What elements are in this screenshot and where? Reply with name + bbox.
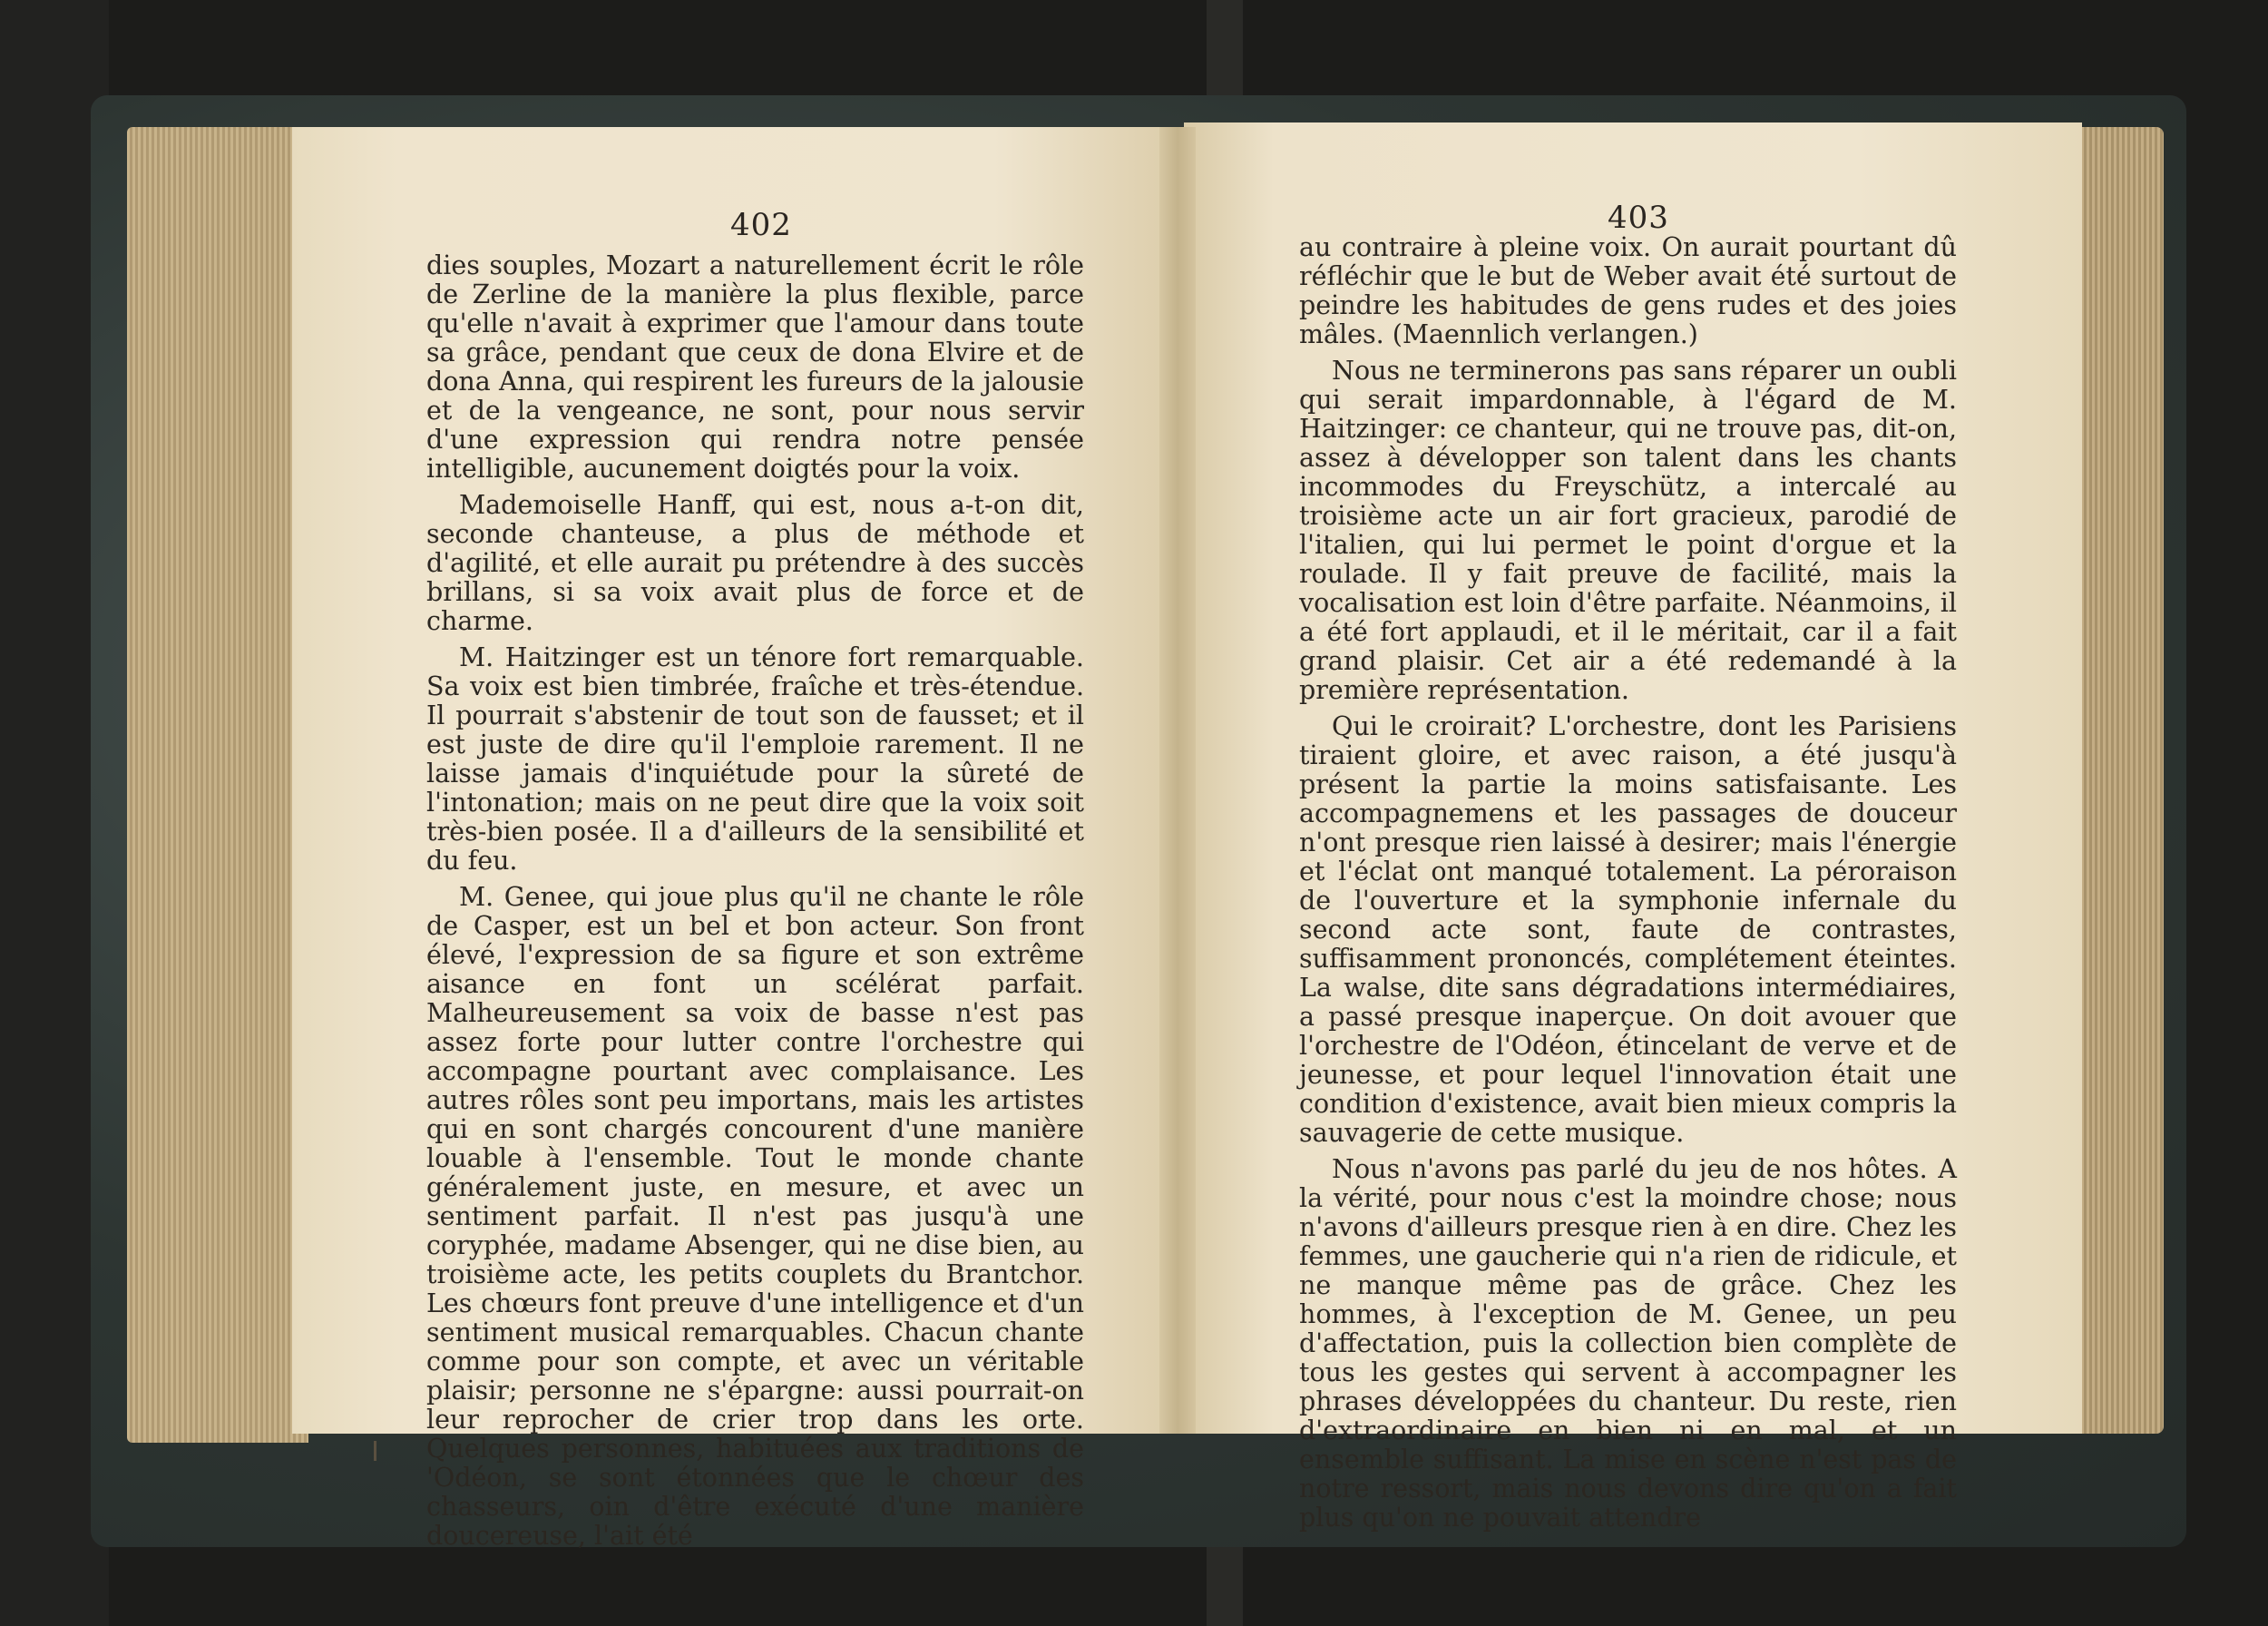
left-paragraph-4: M. Genee, qui joue plus qu'il ne chante le rôle de Casper, est un bel et bon acteur. Son front élevé, l'expression de sa figure et son extrême aisance en font un scélérat parfait. Malheureusement sa voix de basse n'est pas assez forte pour lutter contre l'orchestre qui accompagne pourtant avec complaisance. Les autres rôles sont peu importans, mais les artistes qui en sont chargés concourent d'une manière louable à l'ensemble. Tout le monde chante généralement juste, en mesure, et avec un sentiment parfait. Il n'est pas jusqu'à une coryphée, madame Absenger, qui ne dise bien, au troisième acte, les petits couplets du Brantchor. Les chœurs font preuve d'une intelligence et d'un sentiment musical remarquables. Chacun chante comme pour son compte, et avec un véritable plaisir; personne ne s'épargne: aussi pourrait-on leur reprocher de crier trop dans les orte. Quelques personnes, habituées aux traditions de 'Odéon, se sont étonnées que le chœur des chasseurs, oin d'être exécuté d'une manière doucereuse, l'ait été	[426, 882, 1084, 1551]
right-paragraph-1: au contraire à pleine voix. On aurait pourtant dû réfléchir que le but de Weber avait été surtout de peindre les habitudes de gens rudes et des joies mâles. (Maennlich verlangen.)	[1299, 232, 1957, 349]
left-paragraph-1: dies souples, Mozart a naturellement écrit le rôle de Zerline de la manière la plus flexible, parce qu'elle n'avait à exprimer que l'amour dans toute sa grâce, pendant que ceux de dona Elvire et de dona Anna, qui respirent les fureurs de la jalousie et de la vengeance, ne sont, pour nous servir d'une expression qui rendra notre pensée intelligible, aucunement doigtés pour la voix.	[426, 250, 1084, 484]
margin-mark	[374, 1441, 376, 1461]
left-page-number: 402	[730, 207, 792, 243]
left-page-text	[426, 251, 1084, 1558]
page-edges-left	[127, 127, 308, 1443]
right-paragraph-2: Nous ne terminerons pas sans réparer un oubli qui serait impardonnable, à l'égard de M. Haitzinger: ce chanteur, qui ne trouve pas, dit-on, assez à développer son talent dans les chants incommodes du Freyschütz, a intercalé au troisième acte un air fort gracieux, parodié de l'italien, qui lui permet le point d'orgue et la roulade. Il y fait preuve de facilité, mais la vocalisation est loin d'être parfaite. Néanmoins, il a été fort applaudi, et il le méritait, car il a fait grand plaisir. Cet air a été redemandé à la première représentation.	[1299, 356, 1957, 705]
right-page-number: 403	[1608, 200, 1669, 236]
left-paragraph-3: M. Haitzinger est un ténore fort remarquable. Sa voix est bien timbrée, fraîche et très-étendue. Il pourrait s'abstenir de tout son de fausset; et il est juste de dire qu'il l'emploie rarement. Il ne laisse jamais d'inquiétude pour la sûreté de l'intonation; mais on ne peut dire que la voix soit très-bien posée. Il a d'ailleurs de la sensibilité et du feu.	[426, 642, 1084, 876]
left-paragraph-2: Mademoiselle Hanff, qui est, nous a-t-on dit, seconde chanteuse, a plus de méthode et d'agilité, et elle aurait pu prétendre à des succès brillans, si sa voix avait plus de force et de charme.	[426, 490, 1084, 636]
book-gutter	[1159, 127, 1196, 1434]
right-paragraph-4: Nous n'avons pas parlé du jeu de nos hôtes. A la vérité, pour nous c'est la moindre chose; nous n'avons d'ailleurs presque rien à en dire. Chez les femmes, une gaucherie qui n'a rien de ridicule, et ne manque même pas de grâce. Chez les hommes, à l'exception de M. Genee, un peu d'affectation, puis la collection bien complète de tous les gestes qui servent à accompagner les phrases développées du chanteur. Du reste, rien d'extraordinaire en bien ni en mal, et un ensemble suffisant. La mise en scène n'est pas de notre ressort, mais nous devons dire qu'on a fait plus qu'on ne pouvait attendre	[1299, 1154, 1957, 1533]
right-page-text	[1299, 233, 1957, 1540]
right-paragraph-3: Qui le croirait? L'orchestre, dont les Parisiens tiraient gloire, et avec raison, a été jusqu'à présent la partie la moins satisfaisante. Les accompagnemens et les passages de douceur n'ont presque rien laissé à desirer; mais l'énergie et l'éclat ont manqué totalement. La péroraison de l'ouverture et la symphonie infernale du second acte sont, faute de contrastes, suffisamment prononcés, complétement éteintes. La walse, dite sans dégradations intermédiaires, a passé presque inaperçue. On doit avouer que l'orchestre de l'Odéon, étincelant de verve et de jeunesse, et pour lequel l'innovation était une condition d'existence, avait bien mieux compris la sauvagerie de cette musique.	[1299, 711, 1957, 1148]
